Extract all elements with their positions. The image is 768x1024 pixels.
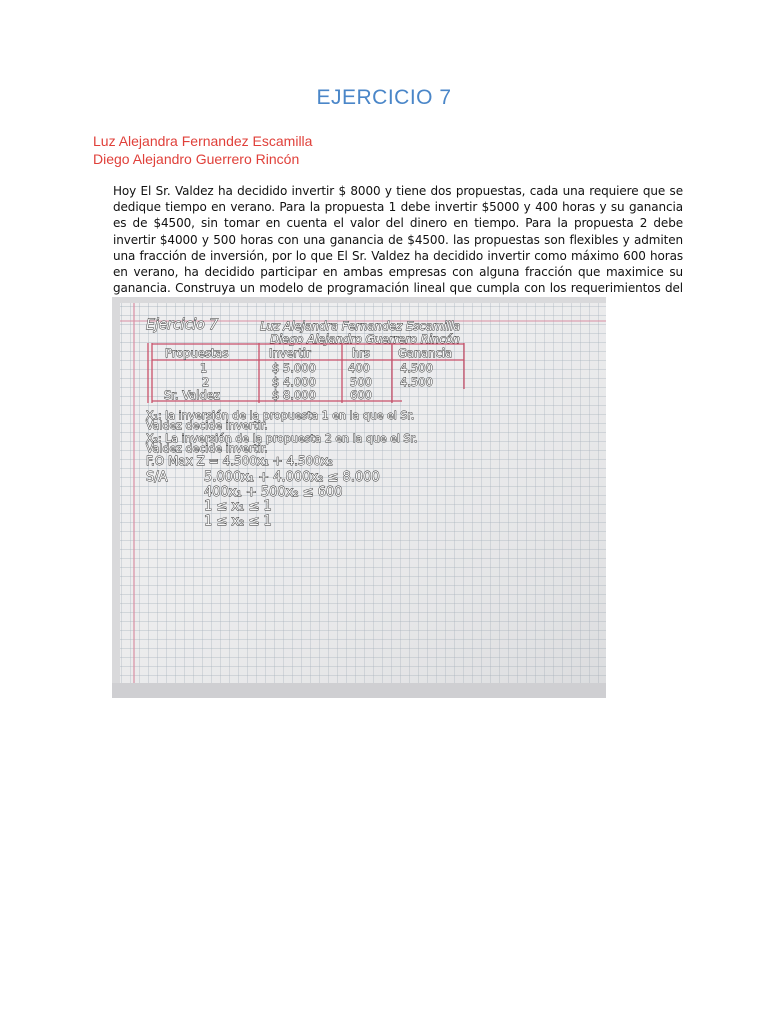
note-names-line-2: Diego Alejandro Guerrero Rincón — [270, 332, 460, 346]
note-subject-to: S/A — [146, 470, 168, 485]
note-table-header-2: Invertir — [269, 346, 311, 360]
note-constraint-1: 5.000x₁ + 4.000x₂ ≤ 8.000 — [204, 470, 380, 485]
note-table-r2c4: 4.500 — [400, 375, 433, 389]
note-table-r3c1: Sr. Valdez — [164, 388, 220, 402]
note-names-line-1: Luz Alejandra Fernandez Escamilla — [260, 319, 461, 333]
note-table-r1c2: $ 5.000 — [272, 361, 316, 375]
note-heading: Ejercicio 7 — [146, 317, 219, 333]
note-x1-def-a: X₁: la inversión de la propuesta 1 en la que el Sr. — [146, 409, 415, 422]
note-objective: F.O Max Z = 4.500x₁ + 4.500x₂ — [146, 454, 333, 468]
note-table-r1c4: 4.500 — [400, 361, 433, 375]
note-table-header-1: Propuestas — [165, 346, 229, 360]
note-x2-def-a: X₂: La inversión de la propuesta 2 en la que el Sr. — [146, 432, 418, 445]
note-table-header-3: hrs — [352, 346, 371, 360]
note-table-header-4: Ganancia — [398, 346, 453, 360]
note-table-r1c3: 400 — [348, 361, 370, 375]
note-x1-def-b: Valdez decide invertir. — [146, 419, 268, 432]
note-table-r3c3: 600 — [350, 388, 372, 402]
note-table-r2c1: 2 — [202, 375, 210, 389]
note-table-r1c1: 1 — [200, 361, 208, 375]
note-constraint-2: 400x₁ + 500x₂ ≤ 600 — [204, 485, 343, 500]
authors-block — [93, 132, 312, 168]
notebook-photo — [112, 297, 606, 698]
document-title: EJERCICIO 7 — [316, 86, 452, 109]
note-table-r2c3: 500 — [350, 375, 372, 389]
note-table-r3c2: $ 8.000 — [272, 388, 316, 402]
problem-statement: Hoy El Sr. Valdez ha decidido invertir $ 8000 y tiene dos propuestas, cada una requiere que se dedique tiempo en verano. Para la propuesta 1 debe invertir $5000 y 400 horas y su ganancia es de $4500, sin tomar en cuenta el valor del dinero en tiempo. Para la propuesta 2 debe invertir $4000 y 500 horas con una ganancia de $4500. las propuestas son flexibles y admiten una fracción de inversión, por lo que El Sr. Valdez ha decidido invertir como máximo 600 horas en verano, ha decidido participar en ambas empresas con alguna fracción que maximice su ganancia. Construya un modelo de programación lineal que cumpla con los requerimientos del — [113, 184, 683, 296]
note-constraint-3: 1 ≤ x₁ ≤ 1 — [204, 499, 272, 514]
author-1: Luz Alejandra Fernandez Escamilla — [93, 133, 313, 149]
author-2: Diego Alejandro Guerrero Rincón — [93, 151, 300, 167]
note-table-r2c2: $ 4.000 — [272, 375, 316, 389]
note-constraint-4: 1 ≤ x₂ ≤ 1 — [204, 514, 272, 529]
note-x2-def-b: Valdez decide invertir. — [146, 442, 268, 455]
